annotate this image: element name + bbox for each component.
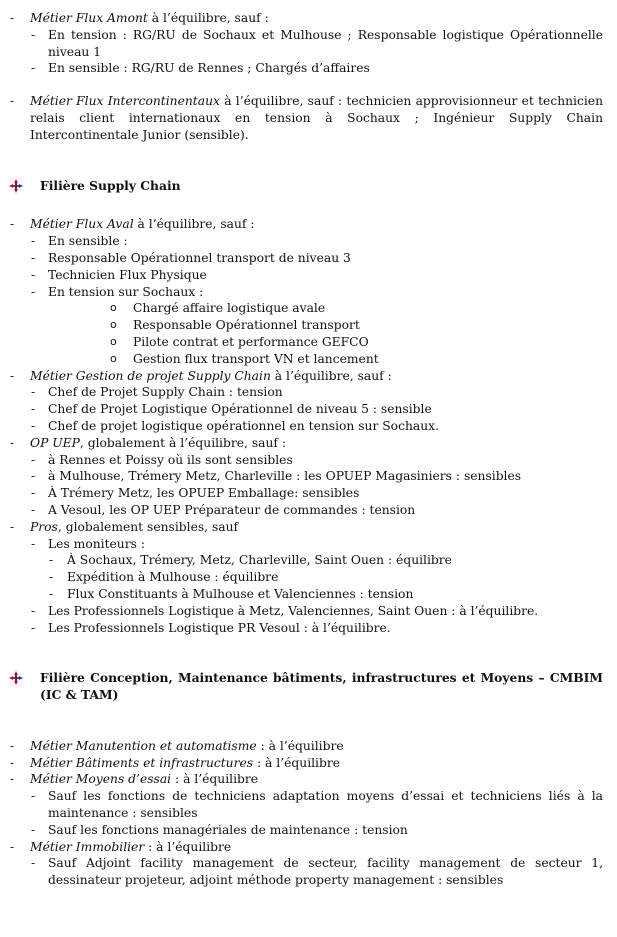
dash-bullet: - bbox=[31, 486, 36, 501]
list-item bbox=[0, 368, 617, 385]
item-text: Sauf les fonctions managériales de maintenance : tension bbox=[48, 822, 408, 837]
o-bullet: o bbox=[110, 318, 117, 332]
item-text: Chef de projet logistique opérationnel en tension sur Sochaux. bbox=[48, 418, 439, 433]
metier-title: OP UEP bbox=[30, 435, 80, 450]
list-item bbox=[0, 502, 617, 519]
metier-title: Métier Flux Aval bbox=[30, 217, 134, 232]
list-item bbox=[0, 435, 617, 452]
list-item bbox=[0, 822, 617, 839]
metier-suffix: : à l’équilibre bbox=[256, 738, 344, 753]
item-text: En sensible : bbox=[48, 234, 128, 249]
metier-suffix: : à l’équilibre bbox=[144, 839, 232, 854]
list-item bbox=[0, 771, 617, 788]
list-item bbox=[0, 855, 617, 889]
metier-title: Métier Bâtiments et infrastructures bbox=[30, 755, 254, 770]
dash-bullet: - bbox=[31, 234, 36, 249]
dash-bullet: - bbox=[31, 61, 36, 76]
dash-bullet: - bbox=[31, 603, 36, 618]
o-bullet: o bbox=[110, 334, 117, 348]
item-text: Chef de Projet Supply Chain : tension bbox=[48, 385, 283, 400]
list-item bbox=[0, 216, 617, 233]
dash-bullet: - bbox=[10, 94, 15, 109]
list-item bbox=[0, 250, 617, 267]
item-text: En tension : RG/RU de Sochaux et Mulhouse ; Responsable logistique Opérationnelle niveau 1 bbox=[48, 27, 603, 59]
metier-title: Métier Moyens d’essai bbox=[30, 772, 172, 787]
item-text: Chargé affaire logistique avale bbox=[133, 301, 326, 316]
list-item bbox=[0, 384, 617, 401]
dash-bullet: - bbox=[49, 570, 54, 585]
item-text: Pilote contrat et performance GEFCO bbox=[133, 334, 369, 349]
section-heading-cmbim bbox=[0, 670, 617, 704]
list-item bbox=[0, 93, 617, 143]
dash-bullet: - bbox=[10, 435, 15, 450]
metier-title: Pros bbox=[30, 519, 58, 534]
dash-bullet: - bbox=[31, 620, 36, 635]
item-text: Les Professionnels Logistique à Metz, Valenciennes, Saint Ouen : à l’équilibre. bbox=[48, 603, 539, 618]
list-item bbox=[0, 519, 617, 536]
list-item bbox=[0, 401, 617, 418]
item-text: Chef de Projet Logistique Opérationnel de niveau 5 : sensible bbox=[48, 402, 432, 417]
item-text: Les Professionnels Logistique PR Vesoul : à l’équilibre. bbox=[48, 620, 391, 635]
list-item bbox=[0, 552, 617, 569]
metier-suffix: à l’équilibre, sauf : bbox=[133, 217, 255, 232]
list-item bbox=[0, 60, 617, 77]
list-flux-intercontinentaux bbox=[0, 93, 617, 143]
dash-bullet: - bbox=[49, 586, 54, 601]
dash-bullet: - bbox=[31, 250, 36, 265]
list-item bbox=[0, 738, 617, 755]
list-item bbox=[0, 839, 617, 856]
dash-bullet: - bbox=[10, 368, 15, 383]
list-item bbox=[0, 620, 617, 637]
list-item bbox=[0, 485, 617, 502]
list-item bbox=[0, 755, 617, 772]
item-text: Sauf Adjoint facility management de secteur, facility management de secteur 1, dessinateur projeteur, adjoint méthode property management : sensibles bbox=[48, 856, 603, 888]
dash-bullet: - bbox=[49, 553, 54, 568]
dash-bullet: - bbox=[31, 789, 36, 804]
dash-bullet: - bbox=[31, 856, 36, 871]
item-text: En sensible : RG/RU de Rennes ; Chargés d’affaires bbox=[48, 61, 370, 76]
item-text: Responsable Opérationnel transport de niveau 3 bbox=[48, 250, 351, 265]
list-cmbim bbox=[0, 738, 617, 889]
item-text: En tension sur Sochaux : bbox=[48, 284, 204, 299]
item-text: À Trémery Metz, les OPUEP Emballage: sensibles bbox=[48, 486, 360, 501]
list-item bbox=[0, 284, 617, 301]
list-item bbox=[0, 452, 617, 469]
metier-title: Métier Gestion de projet Supply Chain bbox=[30, 368, 271, 383]
list-item bbox=[0, 300, 617, 317]
dash-bullet: - bbox=[31, 385, 36, 400]
dash-bullet: - bbox=[31, 267, 36, 282]
four-way-arrow-icon bbox=[9, 671, 23, 685]
dash-bullet: - bbox=[31, 402, 36, 417]
dash-bullet: - bbox=[10, 738, 15, 753]
dash-bullet: - bbox=[31, 536, 36, 551]
metier-suffix: , globalement à l’équilibre, sauf : bbox=[79, 435, 286, 450]
item-text: Gestion flux transport VN et lancement bbox=[133, 351, 379, 366]
dash-bullet: - bbox=[10, 11, 15, 25]
dash-bullet: - bbox=[10, 217, 15, 232]
item-text: Technicien Flux Physique bbox=[48, 267, 207, 282]
list-item bbox=[0, 418, 617, 435]
dash-bullet: - bbox=[10, 772, 15, 787]
item-text: Flux Constituants à Mulhouse et Valenciennes : tension bbox=[67, 586, 414, 601]
metier-title: Métier Immobilier bbox=[30, 839, 145, 854]
list-item bbox=[0, 569, 617, 586]
dash-bullet: - bbox=[31, 822, 36, 837]
dash-bullet: - bbox=[31, 469, 36, 484]
list-item bbox=[0, 334, 617, 351]
list-item bbox=[0, 536, 617, 553]
four-way-arrow-icon bbox=[9, 179, 23, 193]
item-text: Les moniteurs : bbox=[48, 536, 145, 551]
dash-bullet: - bbox=[31, 284, 36, 299]
dash-bullet: - bbox=[10, 519, 15, 534]
heading-text: Filière Conception, Maintenance bâtiments, infrastructures et Moyens – CMBIM (IC & TAM) bbox=[40, 670, 603, 703]
list-item bbox=[0, 27, 617, 61]
o-bullet: o bbox=[110, 301, 117, 315]
metier-suffix: : à l’équilibre bbox=[253, 755, 341, 770]
list-item bbox=[0, 586, 617, 603]
dash-bullet: - bbox=[31, 27, 36, 42]
metier-title: Métier Flux Amont bbox=[30, 11, 148, 25]
metier-suffix: : à l’équilibre bbox=[171, 772, 259, 787]
metier-suffix: à l’équilibre, sauf : technicien approvisionneur et technicien relais client internationaux en tension à Sochaux ; Ingénieur Supply Chain Intercontinentale Junior (sensible). bbox=[30, 94, 603, 142]
metier-title: Métier Manutention et automatisme bbox=[30, 738, 257, 753]
metier-suffix: à l’équilibre, sauf : bbox=[270, 368, 392, 383]
list-item bbox=[0, 233, 617, 250]
metier-title: Métier Flux Intercontinentaux bbox=[30, 94, 220, 109]
list-item bbox=[0, 468, 617, 485]
list-flux-amont bbox=[0, 10, 617, 77]
metier-suffix: à l’équilibre, sauf : bbox=[147, 11, 269, 25]
item-text: à Mulhouse, Trémery Metz, Charleville : les OPUEP Magasiniers : sensibles bbox=[48, 469, 522, 484]
item-text: Responsable Opérationnel transport bbox=[133, 318, 360, 333]
list-item bbox=[0, 10, 617, 27]
dash-bullet: - bbox=[10, 839, 15, 854]
document-page bbox=[0, 10, 617, 889]
list-item bbox=[0, 267, 617, 284]
section-heading-supply-chain bbox=[0, 178, 617, 195]
list-item bbox=[0, 351, 617, 368]
list-supply-chain bbox=[0, 216, 617, 636]
item-text: À Sochaux, Trémery, Metz, Charleville, Saint Ouen : équilibre bbox=[67, 553, 452, 568]
metier-suffix: , globalement sensibles, sauf bbox=[57, 519, 239, 534]
item-text: à Rennes et Poissy où ils sont sensibles bbox=[48, 452, 293, 467]
heading-text: Filière Supply Chain bbox=[40, 177, 181, 193]
dash-bullet: - bbox=[31, 452, 36, 467]
item-text: Sauf les fonctions de techniciens adaptation moyens d’essai et techniciens liés à la maintenance : sensibles bbox=[48, 789, 603, 821]
item-text: A Vesoul, les OP UEP Préparateur de commandes : tension bbox=[48, 502, 416, 517]
dash-bullet: - bbox=[31, 502, 36, 517]
list-item bbox=[0, 603, 617, 620]
list-item bbox=[0, 788, 617, 822]
list-item bbox=[0, 317, 617, 334]
dash-bullet: - bbox=[31, 418, 36, 433]
o-bullet: o bbox=[110, 351, 117, 365]
dash-bullet: - bbox=[10, 755, 15, 770]
item-text: Expédition à Mulhouse : équilibre bbox=[67, 570, 279, 585]
